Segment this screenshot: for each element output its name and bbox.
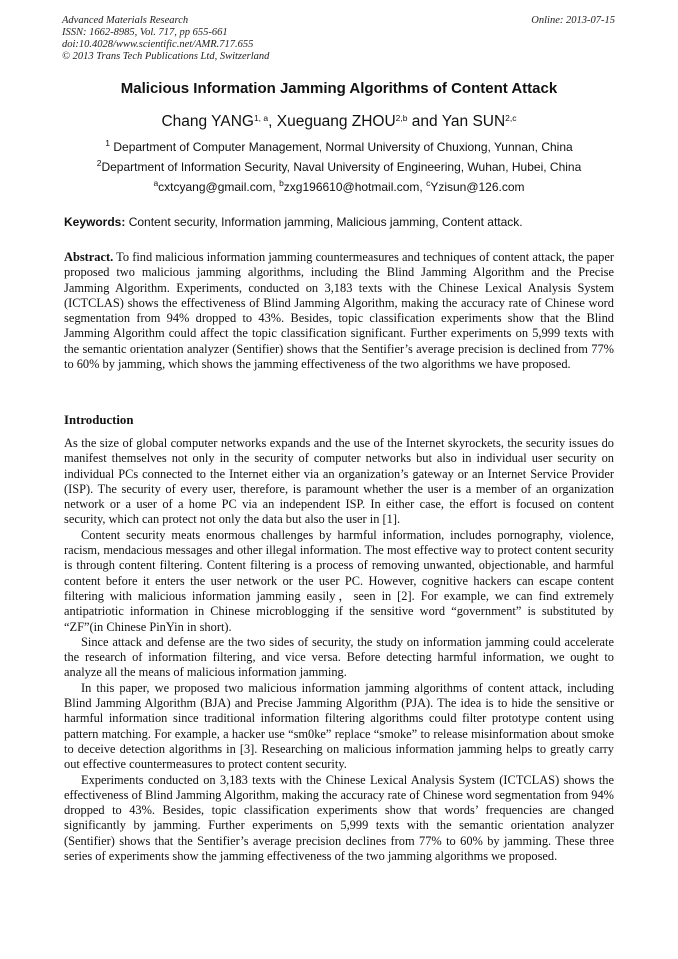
introduction-body <box>64 436 614 864</box>
email-link[interactable]: Yzisun@126.com <box>430 180 525 194</box>
author-affil-mark: 2,b <box>395 113 408 123</box>
email-list <box>30 180 648 194</box>
email-mark: c <box>426 178 431 188</box>
author-name: Xueguang ZHOU <box>276 113 396 130</box>
issn-line: ISSN: 1662-8985, Vol. 717, pp 655-661 <box>62 27 228 38</box>
affiliation-1 <box>30 140 648 154</box>
email-link[interactable]: zxg196610@hotmail.com, <box>283 180 427 194</box>
paragraph: Content security meats enormous challenges by harmful information, includes pornography, violence, racism, mendacious messages and other illegal information. The most effective way to protect content security is through content filtering. Content filtering is a process of removing unwanted, objectionable, and harmful content before it enters the user network or the user PC. However, cognitive hackers can escape content filtering with malicious information jamming easily，seen in [2]. For example, we can find extremely antipatriotic information in Chinese microblogging if the sensitive word “government” is substituted by “ZF”(in Chinese PinYin in short). <box>64 527 614 634</box>
affiliation-2 <box>30 160 648 174</box>
keywords-label: Keywords: <box>64 215 126 229</box>
author-name: Chang YANG <box>161 113 254 130</box>
author-affil-mark: 1, a <box>253 113 269 123</box>
copyright-line: © 2013 Trans Tech Publications Ltd, Switzerland <box>62 51 270 62</box>
journal-name: Advanced Materials Research <box>62 15 189 26</box>
section-heading: Introduction <box>64 413 134 427</box>
affil-text: Department of Information Security, Naval University of Engineering, Wuhan, Hubei, China <box>101 160 582 174</box>
author-separator: and <box>407 113 442 130</box>
email-mark: b <box>279 178 284 188</box>
affil-mark: 2 <box>96 158 102 168</box>
paper-title: Malicious Information Jamming Algorithms of Content Attack <box>120 80 558 97</box>
abstract-label: Abstract. <box>64 250 114 264</box>
paragraph: In this paper, we proposed two malicious information jamming algorithms of content attack, including Blind Jamming Algorithm (BJA) and Precise Jamming Algorithm (PJA). The idea is to hide the sensitive or harmful information since traditional information filtering algorithms could filter prototype content using pattern matching. For example, a hacker use “sm0ke” replace “smoke” to release misinformation about smoke to deceive detection algorithms in [3]. Researching on malicious information jamming helps to greatly carry out effective countermeasures to protect content security. <box>64 680 614 772</box>
paragraph: Experiments conducted on 3,183 texts with the Chinese Lexical Analysis System (ICTCLAS) shows the effectiveness of Blind Jamming Algorithm, making the accuracy rate of Chinese word segmentation from 94% dropped to 43%. Besides, topic classification experiments show that words’ frequencies are changed significantly by jamming. Further experiments on 5,999 texts with the semantic orientation analyzer (Sentifier) shows that the Sentifier’s average precision declines from 77% to 60% by jamming. These three series of experiments show the jamming effectiveness of the two jamming algorithms we proposed. <box>64 772 614 864</box>
abstract-text: To find malicious information jamming countermeasures and techniques of content attack, the paper proposed two malicious jamming algorithms, including the Blind Jamming Algorithm and the Precise Jamming Algorithm. Experiments, conducted on 3,183 texts with the Chinese Lexical Analysis System (ICTCLAS) shows the effectiveness of Blind Jamming Algorithm, making the accuracy rate of Chinese word segmentation from 94% dropped to 43%. Besides, topic classification experiments show that the Blind Jamming Algorithm could affect the topic classification significant. Further experiments on 5,999 texts with the semantic orientation analyzer (Sentifier) shows that the Sentifier’s average precision is declined from 77% to 60% by jamming, which shows the jamming effectiveness of the two algorithms we have proposed. <box>64 250 614 372</box>
author-affil-mark: 2,c <box>505 113 517 123</box>
keywords-text: Content security, Information jamming, Malicious jamming, Content attack. <box>125 215 523 229</box>
abstract <box>64 250 614 372</box>
affil-text: Department of Computer Management, Normal University of Chuxiong, Yunnan, China <box>110 140 573 154</box>
paragraph: Since attack and defense are the two sides of security, the study on information jamming could accelerate the research of information filtering, and vice versa. Before detecting harmful information, we ought to analyze all the means of malicious information jamming. <box>64 634 614 680</box>
paragraph: As the size of global computer networks expands and the use of the Internet skyrockets, the security issues do manifest themselves not only in the security of computer networks but also in individual user security on individual PCs connected to the Internet either via an organization’s gateway or an Internet Service Provider (ISP). The security of every user, therefore, is paramount whether the user is a member of an organization network or a user of a home PC via an independent ISP. In either case, the effort is focused on content security, which can protect not only the data but also the user in [1]. <box>64 436 614 527</box>
affil-mark: 1 <box>105 138 111 148</box>
keywords <box>64 215 614 229</box>
email-mark: a <box>153 178 159 188</box>
author-separator: , <box>268 113 277 130</box>
email-link[interactable]: cxtcyang@gmail.com, <box>158 180 280 194</box>
journal-header <box>62 15 269 63</box>
doi-line: doi:10.4028/www.scientific.net/AMR.717.655 <box>62 39 254 50</box>
author-name: Yan SUN <box>441 113 506 130</box>
author-list <box>40 113 638 131</box>
online-date: Online: 2013-07-15 <box>531 15 615 26</box>
